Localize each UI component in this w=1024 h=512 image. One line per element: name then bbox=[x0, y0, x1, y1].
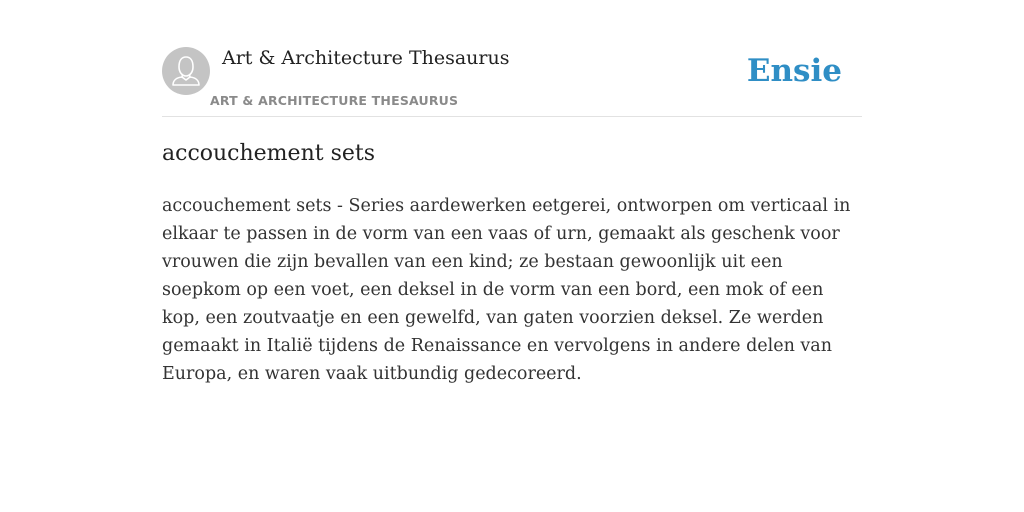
avatar[interactable] bbox=[162, 47, 210, 95]
user-silhouette-icon bbox=[162, 47, 210, 95]
definition-text: accouchement sets - Series aardewerken eetgerei, ontworpen om verticaal in elkaar te passen in de vorm van een vaas of urn, gemaakt als geschenk voor vrouwen die zijn bevallen van een kind; ze bestaan gewoonlijk uit een soepkom op een voet, een deksel in de vorm van een bord, een mok of een kop, een zoutvaatje en een gewelfd, van gaten voorzien deksel. Ze werden gemaakt in Italië tijdens de Renaissance en vervolgens in andere delen van Europa, en waren vaak uitbundig gedecoreerd. bbox=[162, 196, 851, 384]
source-header bbox=[162, 46, 862, 117]
page-title: accouchement sets bbox=[162, 141, 376, 166]
source-subtitle: ART & ARCHITECTURE THESAURUS bbox=[210, 93, 459, 108]
ensie-logo[interactable]: Ensie bbox=[746, 53, 842, 89]
source-title[interactable]: Art & Architecture Thesaurus bbox=[222, 47, 510, 69]
